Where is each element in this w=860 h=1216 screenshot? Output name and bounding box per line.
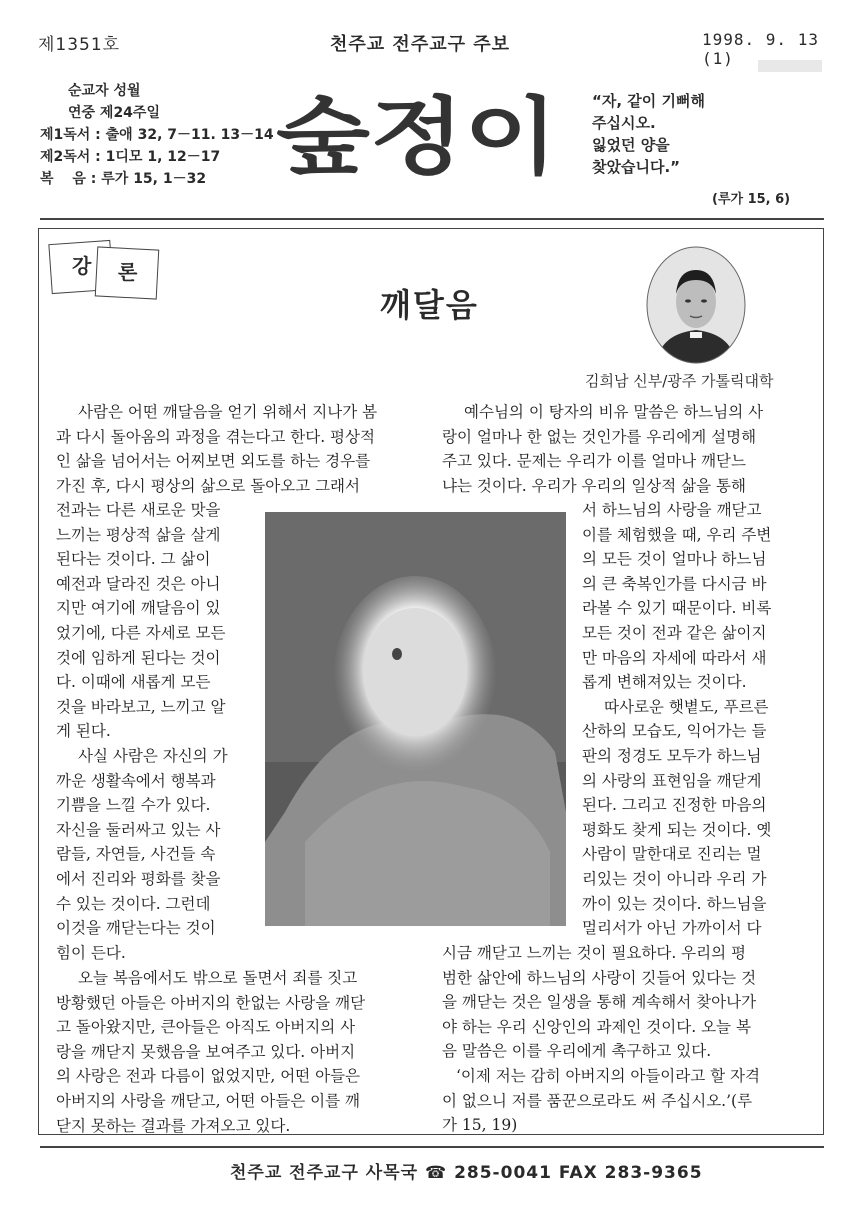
text-line: 힘이 든다. xyxy=(56,943,126,962)
footer-divider xyxy=(40,1146,824,1148)
badge-char: 강 xyxy=(72,254,92,278)
text-line: 가 15, 19) xyxy=(442,1116,518,1135)
right-column-bottom xyxy=(442,941,804,1138)
text-line: 사람은 어떤 깨달음을 얻기 위해서 지나가 봄 xyxy=(78,403,378,421)
quote-line: 찾았습니다.” xyxy=(592,158,681,176)
liturgy-week: 연중 제24주일 xyxy=(68,105,160,121)
text-line: 멀리서가 아닌 가까이서 다 xyxy=(582,919,762,938)
text-line: 다. 이때에 새롭게 모든 xyxy=(56,673,211,692)
text-line: 예수님의 이 탕자의 비유 말씀은 하느님의 사 xyxy=(464,403,764,421)
text-line: 범한 삶안에 하느님의 사랑이 깃들어 있다는 것 xyxy=(442,968,757,987)
liturgy-info xyxy=(40,80,274,190)
text-line: 의 사랑은 전과 다름이 없었지만, 어떤 아들은 xyxy=(56,1067,361,1086)
text-line: 판의 정경도 모두가 하느님 xyxy=(582,746,762,765)
header-divider xyxy=(40,218,824,220)
footer-contact: 천주교 전주교구 사목국 ☎ 285-0041 FAX 283-9365 xyxy=(230,1163,703,1183)
reading-1: 제1독서 : 출애 32, 7－11. 13－14 xyxy=(40,127,274,143)
text-line: 지만 여기에 깨달음이 있 xyxy=(56,599,221,618)
masthead-logo xyxy=(272,82,562,182)
right-column-narrow xyxy=(582,498,804,941)
text-line: 라볼 수 있기 때문이다. 비록 xyxy=(582,599,772,618)
text-line: 방황했던 아들은 아버지의 한없는 사랑을 깨닫 xyxy=(56,993,366,1012)
quote-reference: (루가 15, 6) xyxy=(712,192,791,207)
text-line: 자신을 둘러싸고 있는 사 xyxy=(56,820,221,839)
text-line: 된다. 그리고 진정한 마음의 xyxy=(582,796,767,815)
issue-date: 1998. 9. 13 (1) xyxy=(702,30,819,68)
left-column-narrow xyxy=(56,498,256,965)
text-line: 사실 사람은 자신의 가 xyxy=(78,746,228,765)
text-line: 아버지의 사랑을 깨닫고, 어떤 아들은 이를 깨 xyxy=(56,1091,361,1110)
left-column-top xyxy=(56,400,414,498)
text-line: 인 삶을 넘어서는 어찌보면 외도를 하는 경우를 xyxy=(56,452,371,471)
text-line: 기쁨을 느낄 수가 있다. xyxy=(56,796,211,815)
reading-2: 제2독서 : 1디모 1, 12－17 xyxy=(40,149,221,165)
text-line: 이것을 깨닫는다는 것이 xyxy=(56,919,216,938)
text-line: 의 모든 것이 얼마나 하느님 xyxy=(582,550,767,569)
text-line: 가진 후, 다시 평상의 삶으로 돌아오고 그래서 xyxy=(56,476,361,495)
text-line: 었기에, 다른 자세로 모든 xyxy=(56,623,226,642)
text-line: 오늘 복음에서도 밖으로 돌면서 죄를 짓고 xyxy=(78,969,358,987)
masthead-title: 숲정이 xyxy=(276,88,558,182)
text-line: 주고 있다. 문제는 우리가 이를 얼마나 깨닫느 xyxy=(442,452,747,471)
text-line: 만 마음의 자세에 따라서 새 xyxy=(582,648,767,667)
text-line: 에서 진리와 평화를 찾을 xyxy=(56,869,221,888)
text-line: 이 없으니 저를 품꾼으로라도 써 주십시오.’(루 xyxy=(442,1091,753,1110)
text-line: 고 돌아왔지만, 큰아들은 아직도 아버지의 사 xyxy=(56,1018,356,1037)
text-line: 랑이 얼마나 한 없는 것인가를 우리에게 설명해 xyxy=(442,427,757,446)
author-portrait xyxy=(646,246,746,364)
faint-stamp xyxy=(758,60,822,72)
text-line: 냐는 것이다. 우리가 우리의 일상적 삶을 통해 xyxy=(442,476,747,495)
text-line: 의 사랑의 표현임을 깨닫게 xyxy=(582,771,762,790)
text-line: 을 깨닫는 것은 일생을 통해 계속해서 찾아나가 xyxy=(442,993,757,1012)
left-column-bottom xyxy=(56,966,414,1138)
text-line: 음 말씀은 이를 우리에게 촉구하고 있다. xyxy=(442,1042,712,1061)
text-line: 닫지 못하는 결과를 가져오고 있다. xyxy=(56,1116,291,1135)
text-line: 것에 임하게 된다는 것이 xyxy=(56,648,221,667)
text-line: 서 하느님의 사랑을 깨닫고 xyxy=(582,501,762,519)
gospel-reading: 복 음 : 루가 15, 1－32 xyxy=(40,171,207,187)
text-line: 모든 것이 전과 같은 삶이지 xyxy=(582,623,767,642)
text-line: 람들, 자연들, 사건들 속 xyxy=(56,845,216,864)
text-line: 따사로운 햇볕도, 푸르른 xyxy=(604,697,769,716)
text-line: 산하의 모습도, 익어가는 들 xyxy=(582,722,767,741)
text-line: 평화도 찾게 되는 것이다. 옛 xyxy=(582,820,772,839)
text-line: 의 큰 축복인가를 다시금 바 xyxy=(582,574,767,593)
text-line: 리있는 것이 아니라 우리 가 xyxy=(582,869,767,888)
text-line: 것을 바라보고, 느끼고 알 xyxy=(56,697,226,716)
scripture-quote xyxy=(592,90,802,178)
publication-name: 천주교 전주교구 주보 xyxy=(330,34,511,55)
text-line: 과 다시 돌아옴의 과정을 겪는다고 한다. 평상적 xyxy=(56,427,375,446)
text-line: 게 된다. xyxy=(56,722,111,741)
duckling-photo xyxy=(265,512,566,926)
text-line: 예전과 달라진 것은 아니 xyxy=(56,574,221,593)
text-line: 야 하는 우리 신앙인의 과제인 것이다. 오늘 복 xyxy=(442,1017,751,1036)
quote-line: “자, 같이 기뻐해 xyxy=(592,92,705,110)
text-line: 롭게 변해져있는 것이다. xyxy=(582,673,747,692)
liturgy-season: 순교자 성월 xyxy=(68,83,141,99)
section-badge xyxy=(50,242,160,300)
text-line: 이를 체험했을 때, 우리 주변 xyxy=(582,525,772,544)
text-line: 시금 깨닫고 느끼는 것이 필요하다. 우리의 평 xyxy=(442,944,747,962)
article-author: 김희남 신부/광주 가톨릭대학 xyxy=(585,372,774,390)
text-line: 랑을 깨닫지 못했음을 보여주고 있다. 아버지 xyxy=(56,1042,356,1061)
text-line: 느끼는 평상적 삶을 살게 xyxy=(56,525,221,544)
text-line: 까이 있는 것이다. 하느님을 xyxy=(582,894,767,913)
text-line: 수 있는 것이다. 그런데 xyxy=(56,894,211,913)
right-column-top xyxy=(442,400,804,498)
article-title: 깨달음 xyxy=(380,286,479,324)
issue-number: 제1351호 xyxy=(38,35,121,55)
text-line: ‘이제 저는 감히 아버지의 아들이라고 할 자격 xyxy=(456,1066,761,1085)
badge-char: 론 xyxy=(118,260,138,284)
text-line: 된다는 것이다. 그 삶이 xyxy=(56,550,211,569)
quote-line: 잃었던 양을 xyxy=(592,136,670,154)
text-line: 까운 생활속에서 행복과 xyxy=(56,771,216,790)
quote-line: 주십시오. xyxy=(592,114,656,132)
text-line: 전과는 다른 새로운 맛을 xyxy=(56,501,221,519)
text-line: 사람이 말한대로 진리는 멀 xyxy=(582,845,762,864)
